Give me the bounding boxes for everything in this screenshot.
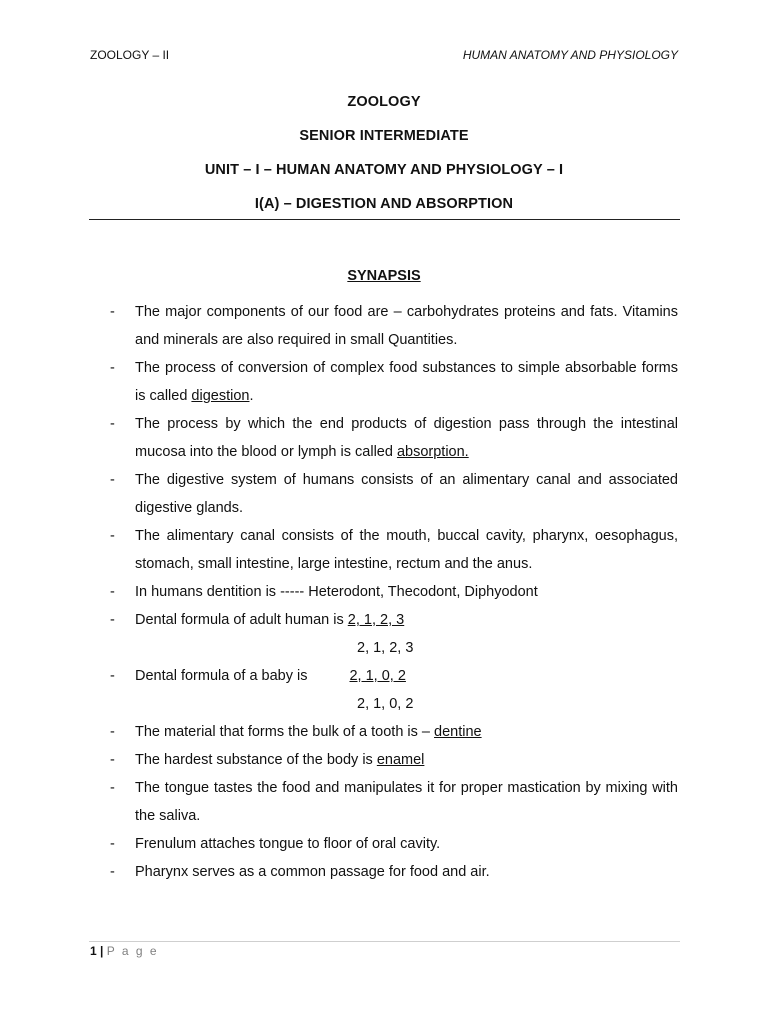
bullet-text xyxy=(135,466,678,522)
text-run: The process by which the end products of digestion pass through the intestinal mucosa into the blood or lymph is called xyxy=(135,416,678,460)
bullet-dash: - xyxy=(110,864,115,880)
bullet-dash: - xyxy=(110,528,115,544)
list-item xyxy=(110,718,678,746)
title-level: SENIOR INTERMEDIATE xyxy=(299,128,469,144)
dental-formula-upper: 2, 1, 0, 2 xyxy=(349,668,406,684)
bullet-text xyxy=(135,522,678,578)
list-item xyxy=(110,746,678,774)
page-label: P a g e xyxy=(106,944,159,958)
text-run: In humans dentition is ----- Heterodont, Thecodont, Diphyodont xyxy=(135,584,538,600)
list-item xyxy=(110,578,678,606)
list-item xyxy=(110,830,678,858)
underlined-term: digestion xyxy=(191,388,250,404)
list-item xyxy=(110,522,678,578)
text-run: The tongue tastes the food and manipulates it for proper mastication by mixing with the saliva. xyxy=(135,780,678,824)
bullet-text xyxy=(135,858,678,886)
text-run: The process of conversion of complex food substances to simple absorbable forms is called xyxy=(135,360,678,404)
bullet-dash: - xyxy=(110,584,115,600)
text-run: . xyxy=(249,388,254,404)
text-run: The hardest substance of the body is xyxy=(135,752,377,768)
title-subject: ZOOLOGY xyxy=(347,94,421,110)
bullet-dash: - xyxy=(110,724,115,740)
text-run: Pharynx serves as a common passage for food and air. xyxy=(135,864,490,880)
bullet-dash: - xyxy=(110,416,115,432)
bullet-dash: - xyxy=(110,836,115,852)
text-run: Dental formula of adult human is xyxy=(135,612,348,628)
bullet-dash: - xyxy=(110,360,115,376)
text-run: The digestive system of humans consists of an alimentary canal and associated digestive glands. xyxy=(135,472,678,516)
bullet-dash: - xyxy=(110,752,115,768)
bullet-dash: - xyxy=(110,472,115,488)
list-item xyxy=(110,298,678,354)
list-item xyxy=(110,606,678,662)
text-run: The alimentary canal consists of the mouth, buccal cavity, pharynx, oesophagus, stomach, small intestine, large intestine, rectum and the anus. xyxy=(135,528,678,572)
bullet-text xyxy=(135,354,678,410)
bullet-text xyxy=(135,606,678,634)
bullet-text xyxy=(135,298,678,354)
bullet-text xyxy=(135,746,678,774)
bullet-list xyxy=(110,298,678,886)
bullet-dash: - xyxy=(110,668,115,684)
list-item xyxy=(110,662,678,718)
underlined-term: absorption. xyxy=(396,444,469,460)
title-unit: UNIT – I – HUMAN ANATOMY AND PHYSIOLOGY – I xyxy=(204,162,564,178)
underlined-term: enamel xyxy=(376,752,425,768)
text-run: The major components of our food are – carbohydrates proteins and fats. Vitamins and minerals are also required in small Quantities. xyxy=(135,304,678,348)
bullet-text xyxy=(135,718,678,746)
bullet-text xyxy=(135,578,678,606)
bullet-dash: - xyxy=(110,780,115,796)
title-chapter: I(A) – DIGESTION AND ABSORPTION xyxy=(254,196,514,212)
section-title: SYNAPSIS xyxy=(347,268,421,284)
footer-divider xyxy=(89,941,680,942)
underlined-term: dentine xyxy=(434,724,482,740)
header-left: ZOOLOGY – II xyxy=(90,48,170,62)
dental-formula-lower: 2, 1, 2, 3 xyxy=(357,640,414,656)
page-number: 1 xyxy=(90,944,97,958)
bullet-text xyxy=(135,830,678,858)
bullet-dash: - xyxy=(110,304,115,320)
list-item xyxy=(110,858,678,886)
bullet-text xyxy=(135,662,678,690)
text-run: The material that forms the bulk of a tooth is – xyxy=(135,724,435,740)
list-item xyxy=(110,410,678,466)
underlined-term: 2, 1, 2, 3 xyxy=(347,612,405,628)
bullet-text xyxy=(135,410,678,466)
footer-separator: | xyxy=(100,944,104,958)
list-item xyxy=(110,466,678,522)
dental-formula-lower: 2, 1, 0, 2 xyxy=(357,696,414,712)
header-right: HUMAN ANATOMY AND PHYSIOLOGY xyxy=(462,48,678,62)
list-item xyxy=(110,774,678,830)
list-item xyxy=(110,354,678,410)
bullet-dash: - xyxy=(110,612,115,628)
page-footer xyxy=(90,944,159,958)
title-divider xyxy=(89,219,680,220)
text-run: Dental formula of a baby is xyxy=(135,668,308,684)
text-run: Frenulum attaches tongue to floor of oral cavity. xyxy=(135,836,441,852)
bullet-text xyxy=(135,774,678,830)
